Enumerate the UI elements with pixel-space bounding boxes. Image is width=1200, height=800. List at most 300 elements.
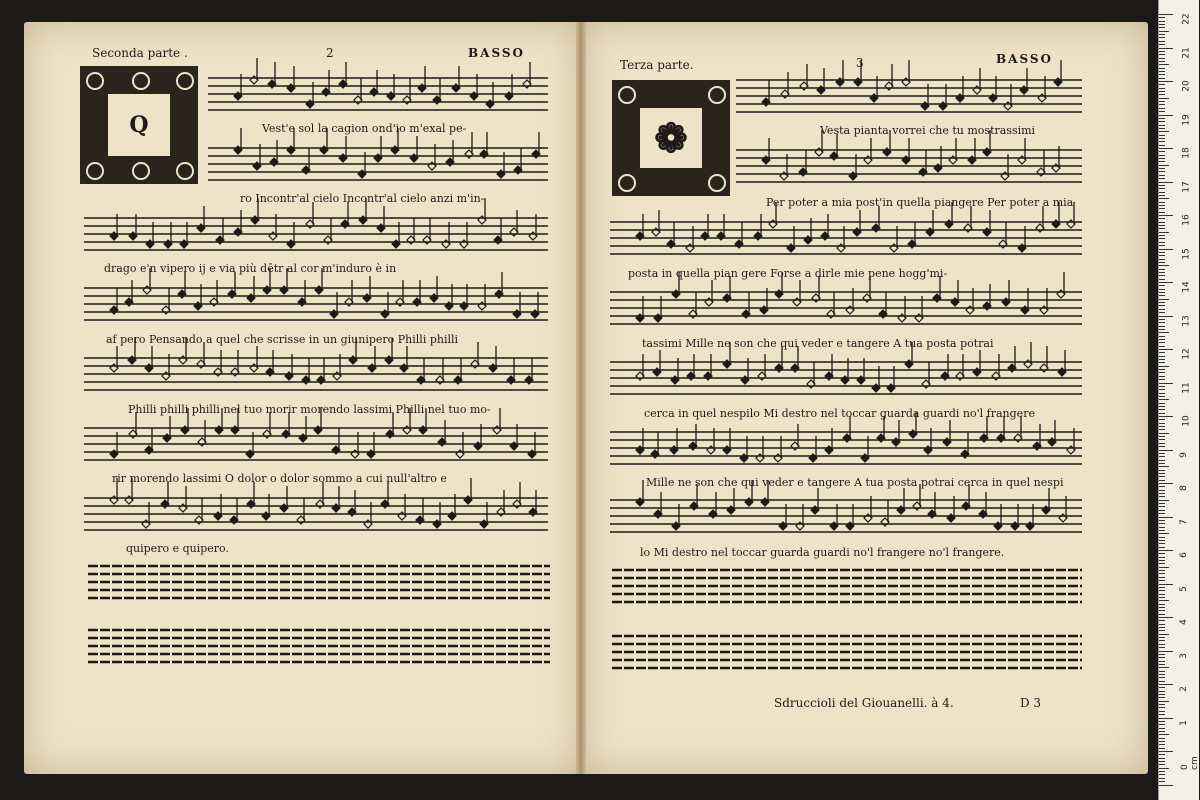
ruler-tick	[1159, 349, 1173, 350]
ruler-tick	[1159, 674, 1165, 675]
lyric-line: lo Mi destro nel toccar guarda guardi no'l frangere no'l frangere.	[640, 546, 1005, 559]
ruler-tick	[1159, 667, 1169, 668]
ruler-tick	[1159, 409, 1165, 410]
ruler-tick	[1159, 31, 1169, 32]
ruler-tick	[1159, 34, 1165, 35]
ruler-tick	[1159, 64, 1169, 65]
ruler-tick	[1159, 651, 1173, 652]
ruler-tick	[1159, 352, 1165, 353]
ruler-tick	[1159, 346, 1165, 347]
ruler-tick	[1159, 302, 1165, 303]
music-staff	[84, 280, 548, 336]
ruler-tick	[1159, 573, 1165, 574]
ruler-tick	[1159, 222, 1165, 223]
ruler-tick	[1159, 24, 1165, 25]
ruler-tick	[1159, 235, 1165, 236]
ruler-label: 20	[1181, 80, 1192, 92]
ruler-tick	[1159, 182, 1173, 183]
initial-letter-right: ❁	[640, 108, 702, 168]
ruler-tick	[1159, 272, 1165, 273]
ruler-tick	[1159, 429, 1165, 430]
lyric-line: Philli philli philli nel tuo morir morendo lassimi Philli nel tuo mo-	[128, 403, 491, 416]
ruler-tick	[1159, 533, 1169, 534]
ruler-tick	[1159, 98, 1169, 99]
ruler-tick	[1159, 687, 1165, 688]
ruler-tick	[1159, 500, 1169, 501]
ruler-tick	[1159, 547, 1165, 548]
ruler-label: 11	[1181, 381, 1192, 394]
ruler-tick	[1159, 627, 1165, 628]
ruler-tick	[1159, 483, 1173, 484]
ruler-tick	[1159, 744, 1165, 745]
ruler-tick	[1159, 577, 1165, 578]
ruler-tick	[1159, 774, 1165, 775]
music-staff	[610, 214, 1082, 270]
ruler-tick	[1159, 312, 1165, 313]
ruler-tick	[1159, 758, 1165, 759]
lyric-line: Vesta pianta vorrei che tu mostrassimi	[820, 124, 1036, 137]
ruler-label: 12	[1181, 348, 1192, 360]
ruler-tick	[1159, 188, 1165, 189]
decorated-initial	[80, 66, 198, 184]
ruler-tick	[1159, 463, 1165, 464]
lyric-line: Mille ne son che qui veder e tangere A tua posta potrai cerca in quel nespi	[646, 476, 1064, 489]
ruler-tick	[1159, 768, 1169, 769]
ruler-tick	[1159, 151, 1165, 152]
ruler-tick	[1159, 326, 1165, 327]
ruler-tick	[1159, 647, 1165, 648]
ruler-tick	[1159, 88, 1165, 89]
ruler-tick	[1159, 205, 1165, 206]
ruler-tick	[1159, 399, 1169, 400]
ruler-tick	[1159, 751, 1173, 752]
ruler-tick	[1159, 228, 1165, 229]
ruler-tick	[1159, 54, 1165, 55]
ruler-tick	[1159, 91, 1165, 92]
ruler-tick	[1159, 255, 1165, 256]
ruler-tick	[1159, 406, 1165, 407]
ruler-tick	[1159, 553, 1165, 554]
ruler-tick	[1159, 691, 1165, 692]
ruler-tick	[1159, 624, 1165, 625]
ruler-tick	[1159, 607, 1165, 608]
ruler-tick	[1159, 165, 1169, 166]
lyric-line: posta in quella pian gere Forse a dirle mie pene hogg'mi-	[628, 267, 948, 280]
music-staff	[610, 424, 1082, 480]
ruler-tick	[1159, 322, 1165, 323]
ruler-tick	[1159, 68, 1165, 69]
ruler-label: 0 cm	[1180, 756, 1200, 770]
ruler-tick	[1159, 754, 1165, 755]
ruler-tick	[1159, 289, 1165, 290]
ruler-tick	[1159, 671, 1165, 672]
measurement-ruler	[1158, 0, 1199, 800]
ruler-tick	[1159, 252, 1165, 253]
ruler-tick	[1159, 761, 1165, 762]
ruler-tick	[1159, 218, 1165, 219]
blank-staff	[88, 622, 550, 678]
ruler-tick	[1159, 393, 1165, 394]
ruler-tick	[1159, 597, 1165, 598]
ruler-tick	[1159, 292, 1165, 293]
ruler-tick	[1159, 339, 1165, 340]
lyric-line: quipero e quipero.	[126, 542, 229, 555]
ruler-tick	[1159, 630, 1165, 631]
ruler-tick	[1159, 734, 1169, 735]
ruler-label: 14	[1181, 281, 1192, 293]
ruler-tick	[1159, 275, 1165, 276]
ruler-tick	[1159, 550, 1173, 551]
ruler-tick	[1159, 506, 1165, 507]
ruler-tick	[1159, 731, 1165, 732]
ruler-tick	[1159, 567, 1169, 568]
ruler-tick	[1159, 336, 1165, 337]
ruler-tick	[1159, 540, 1165, 541]
ruler-tick	[1159, 614, 1165, 615]
ruler-label: 21	[1181, 46, 1192, 59]
music-staff	[208, 70, 548, 126]
lyric-line: Vest'e sol la cagion ond'io m'exal pe-	[262, 122, 467, 135]
ruler-tick	[1159, 707, 1165, 708]
ruler-tick	[1159, 14, 1173, 15]
ruler-tick	[1159, 530, 1165, 531]
lyric-line: drago e'n vipero ij e via più dētr al cor m'induro è in	[104, 262, 397, 275]
ruler-tick	[1159, 684, 1173, 685]
ruler-tick	[1159, 316, 1173, 317]
ruler-tick	[1159, 701, 1169, 702]
ruler-label: 3	[1178, 652, 1189, 659]
ruler-tick	[1159, 376, 1165, 377]
ruler-tick	[1159, 58, 1165, 59]
ruler-tick	[1159, 309, 1165, 310]
ruler-tick	[1159, 520, 1165, 521]
music-staff	[610, 492, 1082, 548]
ruler-tick	[1159, 523, 1165, 524]
ruler-tick	[1159, 198, 1169, 199]
lyric-line: af pero Pensando a quel che scrisse in un giunipero Philli philli	[106, 333, 459, 346]
ruler-tick	[1159, 71, 1165, 72]
book-gutter	[576, 22, 586, 774]
footer-title: Sdruccioli del Giouanelli. à 4.	[774, 696, 954, 710]
ruler-tick	[1159, 389, 1165, 390]
ruler-tick	[1159, 104, 1165, 105]
music-staff	[84, 490, 548, 546]
ruler-tick	[1159, 78, 1165, 79]
ruler-tick	[1159, 362, 1165, 363]
music-staff	[208, 140, 548, 196]
ruler-tick	[1159, 285, 1165, 286]
music-staff	[84, 210, 548, 266]
ruler-tick	[1159, 245, 1165, 246]
ruler-label: 4	[1178, 619, 1189, 625]
ruler-tick	[1159, 242, 1165, 243]
ruler-tick	[1159, 490, 1165, 491]
ruler-tick	[1159, 342, 1165, 343]
ruler-label: 17	[1181, 180, 1192, 193]
ruler-tick	[1159, 517, 1173, 518]
music-staff	[736, 72, 1082, 128]
ruler-tick	[1159, 416, 1173, 417]
ruler-tick	[1159, 590, 1165, 591]
ruler-tick	[1159, 476, 1165, 477]
ruler-label: 6	[1178, 552, 1189, 558]
ruler-tick	[1159, 366, 1169, 367]
ruler-tick	[1159, 560, 1165, 561]
lyric-line: cerca in quel nespilo Mi destro nel toccar guarda guardi no'l frangere	[644, 407, 1035, 420]
ruler-tick	[1159, 383, 1173, 384]
ruler-tick	[1159, 694, 1165, 695]
ruler-tick	[1159, 510, 1165, 511]
ruler-tick	[1159, 600, 1169, 601]
ruler-tick	[1159, 570, 1165, 571]
lyric-line: tassimi Mille ne son che qui veder e tangere A tua posta potrai	[642, 337, 994, 350]
right-part-title: Terza parte.	[620, 58, 694, 72]
ruler-tick	[1159, 319, 1165, 320]
ruler-tick	[1159, 168, 1165, 169]
ruler-label: 8	[1178, 485, 1189, 491]
ruler-tick	[1159, 439, 1165, 440]
ruler-tick	[1159, 704, 1165, 705]
ruler-tick	[1159, 785, 1173, 786]
left-page-number: 2	[326, 46, 334, 60]
ruler-tick	[1159, 594, 1165, 595]
ruler-tick	[1159, 81, 1173, 82]
ruler-tick	[1159, 329, 1165, 330]
ruler-tick	[1159, 741, 1165, 742]
ruler-label: 18	[1181, 147, 1192, 159]
ruler-tick	[1159, 543, 1165, 544]
ruler-tick	[1159, 718, 1173, 719]
ruler-tick	[1159, 724, 1165, 725]
ruler-label: 10	[1181, 415, 1192, 427]
blank-staff	[88, 558, 550, 614]
ruler-tick	[1159, 202, 1165, 203]
ruler-tick	[1159, 711, 1165, 712]
ruler-tick	[1159, 480, 1165, 481]
ruler-tick	[1159, 634, 1169, 635]
ruler-tick	[1159, 265, 1169, 266]
ruler-tick	[1159, 664, 1165, 665]
ruler-tick	[1159, 728, 1165, 729]
ruler-tick	[1159, 37, 1165, 38]
ruler-tick	[1159, 738, 1165, 739]
ruler-tick	[1159, 44, 1165, 45]
ruler-tick	[1159, 279, 1165, 280]
ruler-label: 1	[1178, 719, 1189, 726]
ruler-tick	[1159, 215, 1173, 216]
ruler-tick	[1159, 158, 1165, 159]
ruler-tick	[1159, 138, 1165, 139]
ruler-tick	[1159, 426, 1165, 427]
ruler-tick	[1159, 771, 1165, 772]
ruler-tick	[1159, 527, 1165, 528]
ruler-tick	[1159, 644, 1165, 645]
ruler-tick	[1159, 51, 1165, 52]
ruler-tick	[1159, 654, 1165, 655]
ruler-tick	[1159, 453, 1165, 454]
ruler-tick	[1159, 557, 1165, 558]
ruler-tick	[1159, 148, 1173, 149]
ruler-tick	[1159, 94, 1165, 95]
ruler-tick	[1159, 637, 1165, 638]
ruler-tick	[1159, 295, 1165, 296]
right-page-number: 3	[856, 56, 864, 70]
ruler-tick	[1159, 450, 1173, 451]
ruler-tick	[1159, 456, 1165, 457]
music-staff	[84, 350, 548, 406]
ruler-tick	[1159, 232, 1169, 233]
ruler-tick	[1159, 443, 1165, 444]
ruler-tick	[1159, 121, 1165, 122]
ruler-tick	[1159, 372, 1165, 373]
ruler-tick	[1159, 617, 1173, 618]
ruler-tick	[1159, 108, 1165, 109]
ruler-tick	[1159, 403, 1165, 404]
ruler-tick	[1159, 262, 1165, 263]
ruler-label: 16	[1181, 214, 1192, 226]
ruler-tick	[1159, 657, 1165, 658]
ruler-tick	[1159, 764, 1165, 765]
ruler-tick	[1159, 584, 1173, 585]
ruler-tick	[1159, 748, 1165, 749]
ruler-tick	[1159, 620, 1165, 621]
ruler-tick	[1159, 419, 1165, 420]
ruler-label: 19	[1181, 113, 1192, 126]
ruler-tick	[1159, 433, 1169, 434]
blank-staff	[612, 562, 1082, 618]
lyric-line: rir morendo lassimi O dolor o dolor sommo a cui null'altro e	[112, 472, 447, 485]
ruler-tick	[1159, 714, 1165, 715]
ruler-tick	[1159, 610, 1165, 611]
ruler-tick	[1159, 305, 1165, 306]
ruler-tick	[1159, 269, 1165, 270]
ruler-tick	[1159, 282, 1173, 283]
lyric-line: Per poter a mia post'in quella piangere Per poter a mia	[766, 196, 1074, 209]
ruler-tick	[1159, 111, 1165, 112]
blank-staff	[612, 628, 1082, 684]
ruler-label: 5	[1178, 585, 1189, 592]
ruler-tick	[1159, 778, 1165, 779]
ruler-tick	[1159, 101, 1165, 102]
ruler-tick	[1159, 681, 1165, 682]
ruler-tick	[1159, 178, 1165, 179]
lyric-line: ro Incontr'al cielo Incontr'al cielo anzi m'in-	[240, 192, 485, 205]
ruler-tick	[1159, 473, 1165, 474]
ruler-tick	[1159, 155, 1165, 156]
ruler-tick	[1159, 192, 1165, 193]
ruler-tick	[1159, 259, 1165, 260]
right-voice-label: BASSO	[996, 52, 1053, 66]
ruler-tick	[1159, 697, 1165, 698]
ruler-tick	[1159, 125, 1165, 126]
ruler-tick	[1159, 171, 1165, 172]
ruler-tick	[1159, 580, 1165, 581]
ruler-label: 7	[1178, 518, 1189, 525]
ruler-tick	[1159, 460, 1165, 461]
ruler-tick	[1159, 141, 1165, 142]
ruler-label: 22	[1181, 13, 1192, 25]
ruler-tick	[1159, 493, 1165, 494]
initial-letter: Q	[108, 94, 170, 156]
ruler-tick	[1159, 386, 1165, 387]
ruler-tick	[1159, 587, 1165, 588]
ruler-tick	[1159, 21, 1165, 22]
ruler-tick	[1159, 135, 1165, 136]
ruler-tick	[1159, 84, 1165, 85]
ruler-tick	[1159, 413, 1165, 414]
ruler-tick	[1159, 677, 1165, 678]
ruler-label: 2	[1178, 686, 1189, 692]
ruler-tick	[1159, 470, 1165, 471]
ruler-tick	[1159, 41, 1165, 42]
ruler-tick	[1159, 781, 1165, 782]
ruler-tick	[1159, 208, 1165, 209]
ruler-tick	[1159, 359, 1165, 360]
left-part-title: Seconda parte .	[92, 46, 188, 60]
ruler-tick	[1159, 661, 1165, 662]
ruler-tick	[1159, 496, 1165, 497]
ruler-tick	[1159, 74, 1165, 75]
ruler-tick	[1159, 27, 1165, 28]
ruler-tick	[1159, 115, 1173, 116]
ruler-tick	[1159, 48, 1173, 49]
music-staff	[610, 284, 1082, 340]
ruler-tick	[1159, 332, 1169, 333]
ruler-tick	[1159, 466, 1169, 467]
ruler-tick	[1159, 537, 1165, 538]
ruler-tick	[1159, 604, 1165, 605]
ruler-tick	[1159, 721, 1165, 722]
ruler-tick	[1159, 161, 1165, 162]
ruler-tick	[1159, 225, 1165, 226]
ruler-tick	[1159, 128, 1165, 129]
ruler-tick	[1159, 212, 1165, 213]
ruler-tick	[1159, 356, 1165, 357]
ruler-tick	[1159, 299, 1169, 300]
ruler-tick	[1159, 131, 1169, 132]
ruler-label: 13	[1181, 314, 1192, 327]
ruler-label: 15	[1181, 247, 1192, 260]
ruler-tick	[1159, 423, 1165, 424]
music-staff	[610, 354, 1082, 410]
ruler-tick	[1159, 486, 1165, 487]
ruler-tick	[1159, 379, 1165, 380]
ruler-tick	[1159, 17, 1165, 18]
ruler-tick	[1159, 503, 1165, 504]
ruler-tick	[1159, 446, 1165, 447]
decorated-initial-right	[612, 80, 730, 196]
left-voice-label: BASSO	[468, 46, 525, 60]
music-staff	[84, 420, 548, 476]
ruler-tick	[1159, 563, 1165, 564]
ruler-tick	[1159, 436, 1165, 437]
ruler-tick	[1159, 145, 1165, 146]
ruler-tick	[1159, 513, 1165, 514]
ruler-tick	[1159, 175, 1165, 176]
ruler-tick	[1159, 195, 1165, 196]
ruler-tick	[1159, 640, 1165, 641]
ruler-label: 9	[1178, 451, 1189, 458]
ruler-tick	[1159, 61, 1165, 62]
ruler-tick	[1159, 185, 1165, 186]
ruler-tick	[1159, 118, 1165, 119]
ruler-tick	[1159, 249, 1173, 250]
signature-mark: D 3	[1020, 696, 1042, 710]
music-staff	[736, 142, 1082, 198]
ruler-tick	[1159, 396, 1165, 397]
ruler-tick	[1159, 369, 1165, 370]
ruler-tick	[1159, 238, 1165, 239]
